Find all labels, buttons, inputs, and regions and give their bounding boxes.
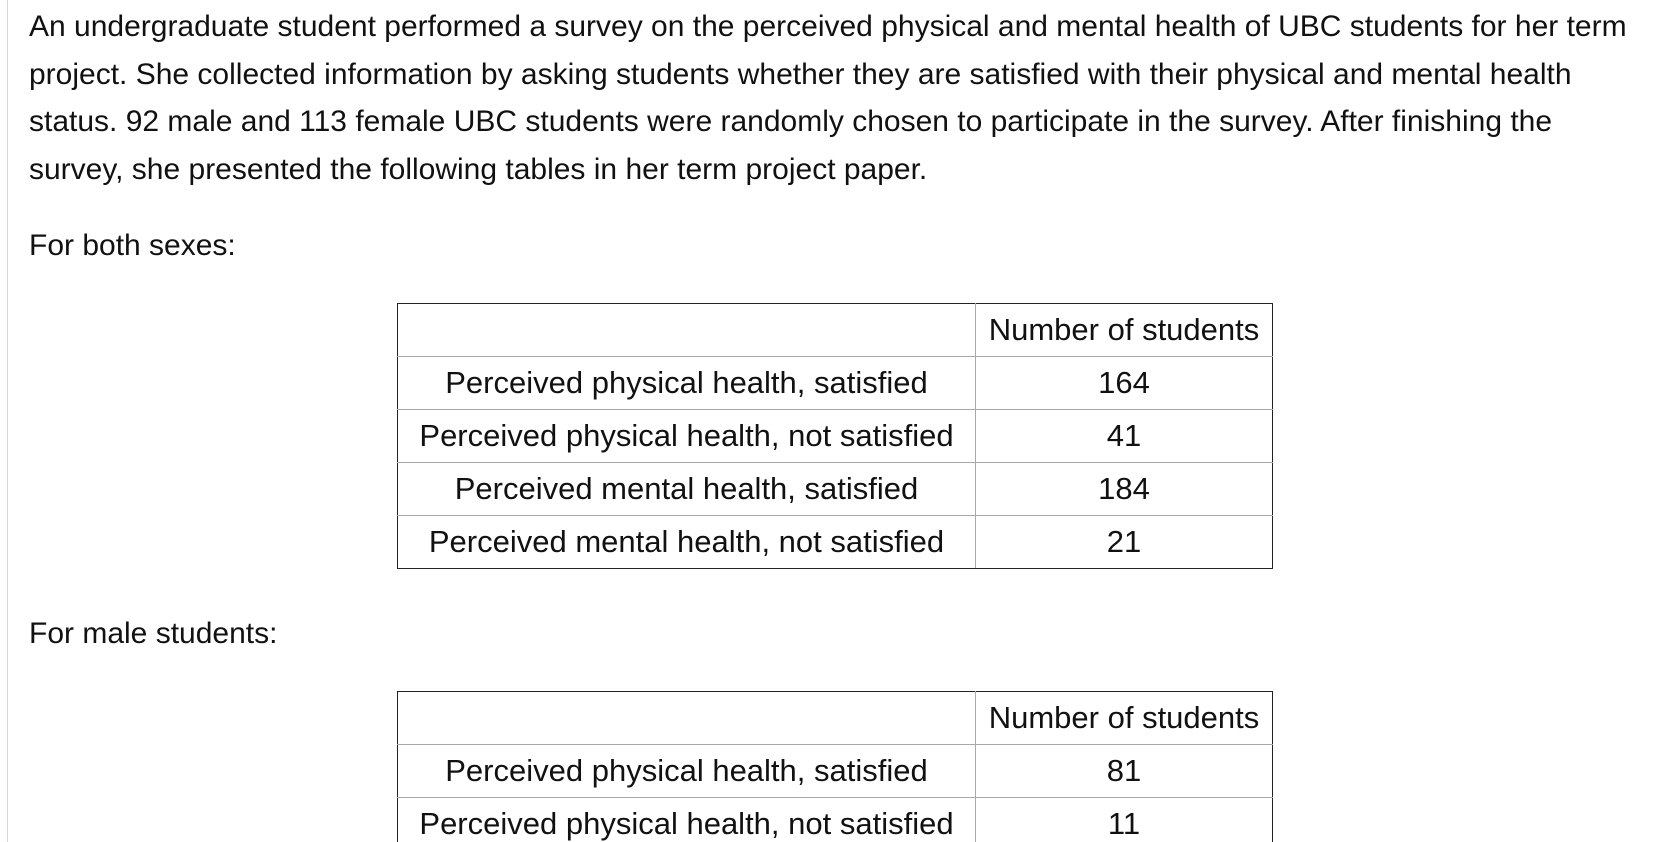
- row-category-cell: Perceived physical health, satisfied: [398, 745, 976, 798]
- section-label-male-students: For male students:: [29, 617, 278, 650]
- header-cell-category: [398, 692, 976, 745]
- row-category-cell: Perceived mental health, not satisfied: [398, 516, 976, 569]
- row-count-cell: 41: [976, 410, 1273, 463]
- table-header-row: [398, 304, 1273, 357]
- row-count-cell: 164: [976, 357, 1273, 410]
- row-category-cell: Perceived mental health, satisfied: [398, 463, 976, 516]
- row-category-cell: Perceived physical health, satisfied: [398, 357, 976, 410]
- table-row: [398, 798, 1273, 842]
- row-count-cell: 81: [976, 745, 1273, 798]
- section-label-both-sexes: For both sexes:: [29, 229, 236, 262]
- header-cell-category: [398, 304, 976, 357]
- table-row: [398, 516, 1273, 569]
- row-count-cell: 21: [976, 516, 1273, 569]
- row-count-cell: 184: [976, 463, 1273, 516]
- header-cell-count: Number of students: [976, 304, 1273, 357]
- table-row: [398, 745, 1273, 798]
- table-row: [398, 357, 1273, 410]
- table-row: [398, 410, 1273, 463]
- table-header-row: [398, 692, 1273, 745]
- row-category-cell: Perceived physical health, not satisfied: [398, 798, 976, 842]
- row-category-cell: Perceived physical health, not satisfied: [398, 410, 976, 463]
- table-male-students: [397, 691, 1273, 842]
- table-both-sexes: [397, 303, 1273, 569]
- problem-page: [7, 0, 1664, 842]
- table-row: [398, 463, 1273, 516]
- row-count-cell: 11: [976, 798, 1273, 842]
- header-cell-count: Number of students: [976, 692, 1273, 745]
- problem-intro-text: An undergraduate student performed a survey on the perceived physical and mental health of UBC students for her term project. She collected information by asking students whether they are satisfied with their physical and mental health status. 92 male and 113 female UBC students were randomly chosen to participate in the survey. After finishing the survey, she presented the following tables in her term project paper.: [29, 10, 1627, 186]
